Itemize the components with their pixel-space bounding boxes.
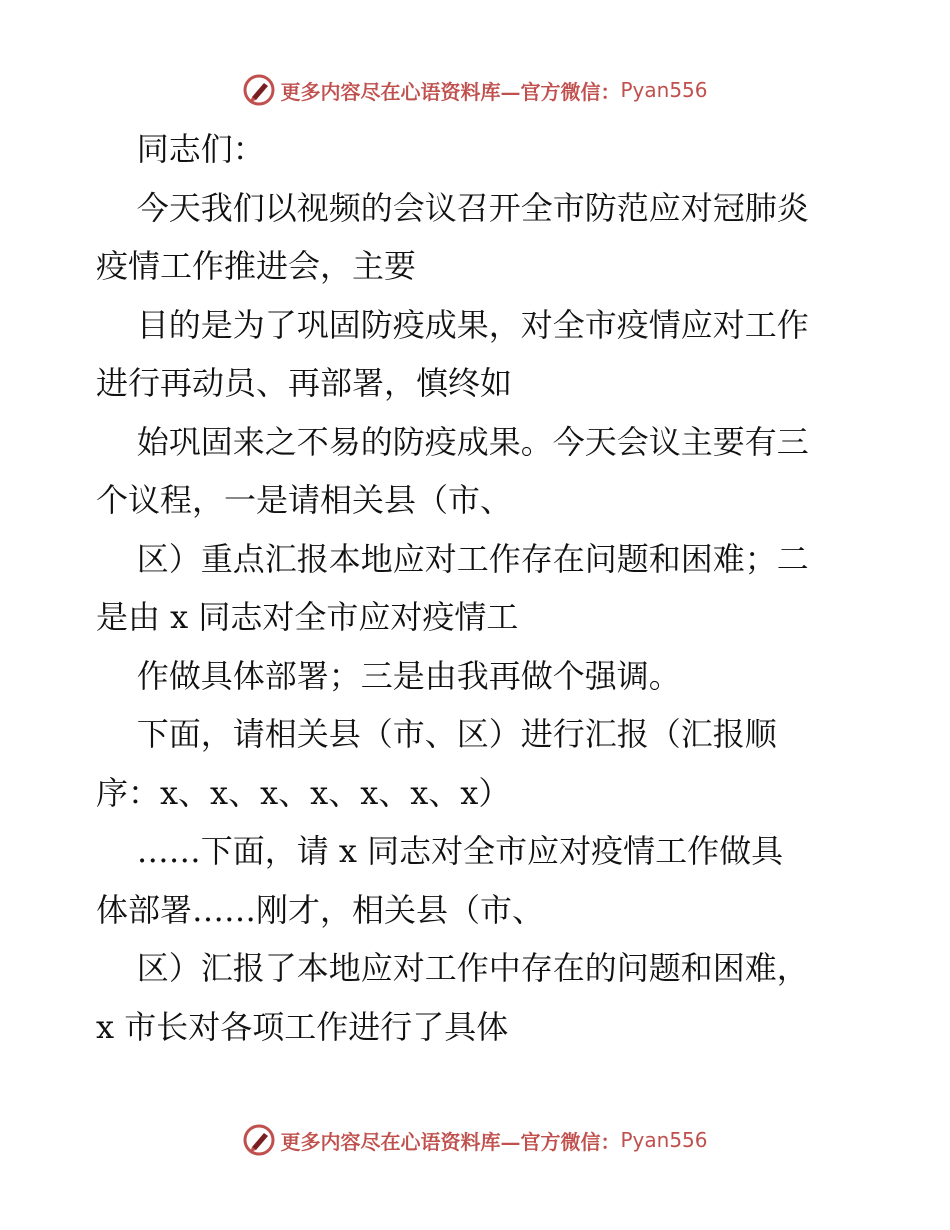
watermark-wechat-id: Pyan556 [620,78,708,102]
text-line: 是由 x 同志对全市应对疫情工 [96,598,519,636]
pen-logo-icon [242,73,276,107]
document-body [96,120,856,1056]
text-line: 今天我们以视频的会议召开全市防范应对冠肺炎 [96,188,809,227]
watermark-text: 更多内容尽在心语资料库—官方微信： [280,79,621,104]
text-line: 区）汇报了本地应对工作中存在的问题和困难， [96,949,809,987]
text-line: x 市长对各项工作进行了具体 [96,1007,509,1046]
text-line: 进行再动员、再部署，慎终如 [96,364,513,402]
text-line: 作做具体部署；三是由我再做个强调。 [96,656,681,695]
text-line: ……下面，请 x 同志对全市应对疫情工作做具 [96,832,784,870]
text-line: 疫情工作推进会，主要 [96,247,417,285]
footer-watermark [0,1120,950,1160]
header-watermark [0,70,950,110]
pen-logo-icon [242,1123,276,1157]
watermark-text: 更多内容尽在心语资料库—官方微信： [280,1129,621,1154]
text-line: 同志们： [96,130,265,168]
text-line: 个议程，一是请相关县（市、 [96,481,513,519]
watermark-wechat-id: Pyan556 [620,1128,708,1152]
text-line: 始巩固来之不易的防疫成果。今天会议主要有三 [96,422,809,461]
text-line: 区）重点汇报本地应对工作存在问题和困难；二 [96,539,809,578]
text-line: 体部署……刚才，相关县（市、 [96,890,545,929]
text-line: 目的是为了巩固防疫成果，对全市疫情应对工作 [96,305,809,344]
text-line: 序：x、x、x、x、x、x、x） [96,773,511,812]
text-line: 下面，请相关县（市、区）进行汇报（汇报顺 [96,715,777,753]
